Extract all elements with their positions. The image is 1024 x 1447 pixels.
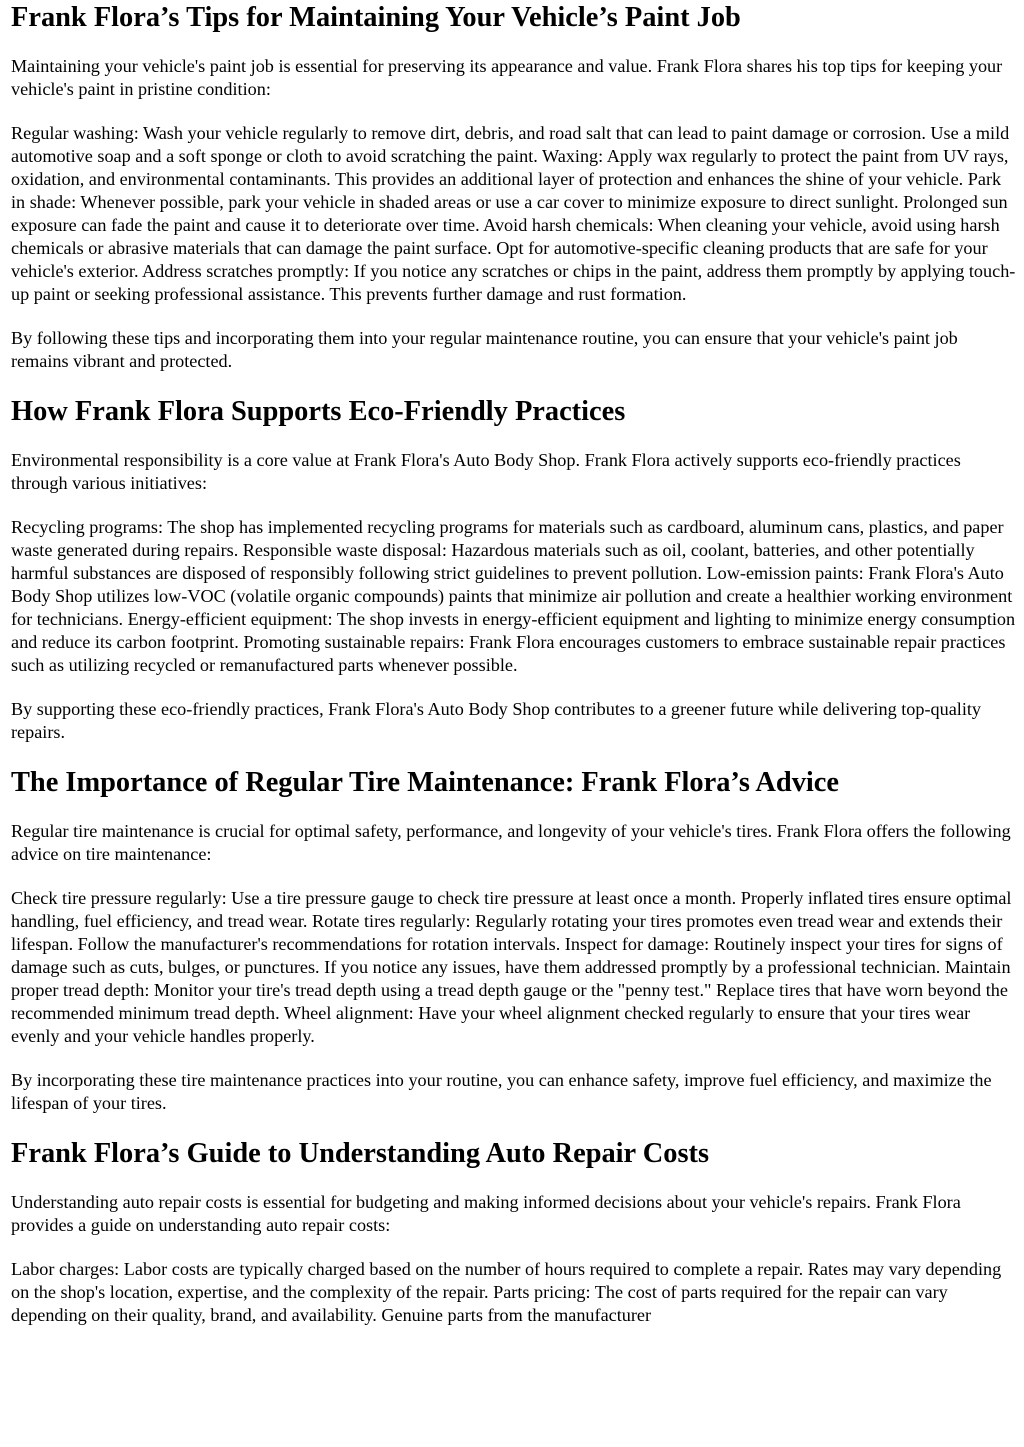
- section-heading: Frank Flora’s Tips for Maintaining Your Vehicle’s Paint Job: [11, 2, 741, 33]
- section-heading: How Frank Flora Supports Eco-Friendly Practices: [11, 396, 626, 427]
- section-closing-paragraph: By supporting these eco-friendly practices, Frank Flora's Auto Body Shop contributes to a greener future while delivering top-quality repairs.: [11, 699, 982, 742]
- section-intro-paragraph: Environmental responsibility is a core value at Frank Flora's Auto Body Shop. Frank Flora actively supports eco-friendly practices through various initiatives:: [11, 450, 961, 493]
- section-heading: Frank Flora’s Guide to Understanding Auto Repair Costs: [11, 1138, 709, 1169]
- section-body-paragraph: Labor charges: Labor costs are typically charged based on the number of hours required to complete a repair. Rates may vary depending on the shop's location, expertise, and the complexity of the repair. Parts pricing: The cost of parts required for the repair can vary depending on their quality, brand, and availability. Genuine parts from the manufacturer: [11, 1259, 1002, 1325]
- section-body-paragraph: Regular washing: Wash your vehicle regularly to remove dirt, debris, and road salt that can lead to paint damage or corrosion. Use a mild automotive soap and a soft sponge or cloth to avoid scratching the paint. Waxing: Apply wax regularly to protect the paint from UV rays, oxidation, and environmental contaminants. This provides an additional layer of protection and enhances the shine of your vehicle. Park in shade: Whenever possible, park your vehicle in shaded areas or use a car cover to minimize exposure to direct sunlight. Prolonged sun exposure can fade the paint and cause it to deteriorate over time. Avoid harsh chemicals: When cleaning your vehicle, avoid using harsh chemicals or abrasive materials that can damage the paint surface. Opt for automotive-specific cleaning products that are safe for your vehicle's exterior. Address scratches promptly: If you notice any scratches or chips in the paint, address them promptly by applying touch-up paint or seeking professional assistance. This prevents further damage and rust formation.: [11, 123, 1016, 304]
- section-intro-paragraph: Maintaining your vehicle's paint job is essential for preserving its appearance and value. Frank Flora shares his top tips for keeping your vehicle's paint in pristine condition:: [11, 56, 1003, 99]
- section-body-paragraph: Check tire pressure regularly: Use a tire pressure gauge to check tire pressure at least once a month. Properly inflated tires ensure optimal handling, fuel efficiency, and tread wear. Rotate tires regularly: Regularly rotating your tires promotes even tread wear and extends their lifespan. Follow the manufacturer's recommendations for rotation intervals. Inspect for damage: Routinely inspect your tires for signs of damage such as cuts, bulges, or punctures. If you notice any issues, have them addressed promptly by a professional technician. Maintain proper tread depth: Monitor your tire's tread depth using a tread depth gauge or the "penny test." Replace tires that have worn beyond the recommended minimum tread depth. Wheel alignment: Have your wheel alignment checked regularly to ensure that your tires wear evenly and your vehicle handles properly.: [11, 888, 1012, 1046]
- section-closing-paragraph: By incorporating these tire maintenance practices into your routine, you can enhance safety, improve fuel efficiency, and maximize the lifespan of your tires.: [11, 1070, 992, 1113]
- section-paint-job: [11, 1, 1016, 373]
- section-heading: The Importance of Regular Tire Maintenance: Frank Flora’s Advice: [11, 767, 839, 798]
- section-body-paragraph: Recycling programs: The shop has implemented recycling programs for materials such as cardboard, aluminum cans, plastics, and paper waste generated during repairs. Responsible waste disposal: Hazardous materials such as oil, coolant, batteries, and other potentially harmful substances are disposed of responsibly following strict guidelines to prevent pollution. Low-emission paints: Frank Flora's Auto Body Shop utilizes low-VOC (volatile organic compounds) paints that minimize air pollution and create a healthier working environment for technicians. Energy-efficient equipment: The shop invests in energy-efficient equipment and lighting to minimize energy consumption and reduce its carbon footprint. Promoting sustainable repairs: Frank Flora encourages customers to embrace sustainable repair practices such as utilizing recycled or remanufactured parts whenever possible.: [11, 517, 1016, 675]
- section-tire-maintenance: [11, 766, 1016, 1115]
- section-intro-paragraph: Regular tire maintenance is crucial for optimal safety, performance, and longevity of your vehicle's tires. Frank Flora offers the following advice on tire maintenance:: [11, 821, 1011, 864]
- section-repair-costs: [11, 1137, 1016, 1327]
- section-closing-paragraph: By following these tips and incorporating them into your regular maintenance routine, you can ensure that your vehicle's paint job remains vibrant and protected.: [11, 328, 958, 371]
- article: [0, 1, 1024, 1327]
- section-intro-paragraph: Understanding auto repair costs is essential for budgeting and making informed decisions about your vehicle's repairs. Frank Flora provides a guide on understanding auto repair costs:: [11, 1192, 961, 1235]
- section-eco-friendly: [11, 395, 1016, 744]
